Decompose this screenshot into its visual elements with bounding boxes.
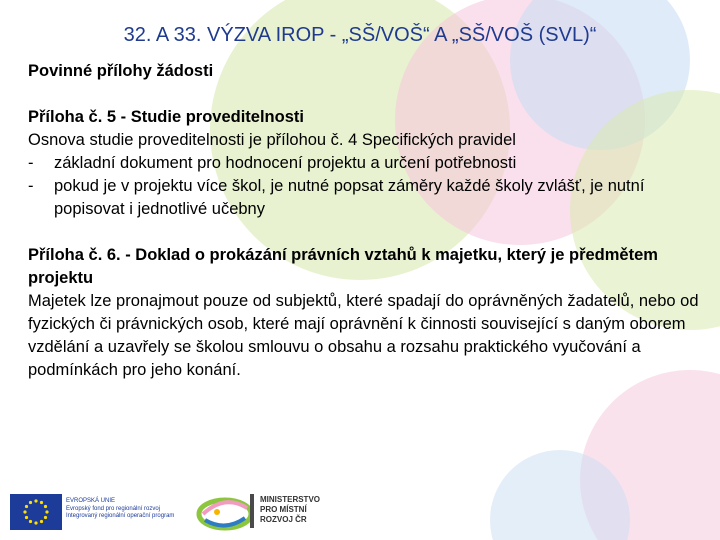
- spacer: [28, 83, 700, 106]
- eu-flag-icon: [10, 494, 62, 530]
- attachment-6-heading: Příloha č. 6. - Doklad o prokázání právních vztahů k majetku, který je předmětem projektu: [28, 246, 658, 287]
- list-item: [28, 175, 700, 221]
- mmr-text-block: [260, 495, 320, 525]
- dash-marker: -: [28, 154, 34, 172]
- eu-text-line: Evropský fond pro regionální rozvoj: [66, 505, 161, 512]
- mmr-text-line: MINISTERSTVO: [260, 495, 321, 504]
- list-item: [28, 152, 700, 175]
- footer-logos: [10, 488, 340, 536]
- slide-content: [28, 60, 700, 382]
- eu-text-block: [66, 498, 196, 521]
- eu-text-line: EVROPSKÁ UNIE: [66, 498, 116, 504]
- mmr-text-line: ROZVOJ ČR: [260, 515, 307, 524]
- irop-swirl-logo-icon: [195, 492, 255, 532]
- attachment-5-intro: Osnova studie proveditelnosti je přílohou č. 4 Specifických pravidel: [28, 131, 516, 149]
- slide-subtitle: Povinné přílohy žádosti: [28, 62, 214, 80]
- mmr-logo-bar: [250, 494, 254, 528]
- mmr-text-line: PRO MÍSTNÍ: [260, 505, 307, 514]
- dash-marker: -: [28, 177, 34, 195]
- list-item-text: základní dokument pro hodnocení projektu a určení potřebnosti: [54, 154, 517, 172]
- eu-text-line: Integrovaný regionální operační program: [66, 513, 175, 519]
- list-item-text: pokud je v projektu více škol, je nutné popsat záměry každé školy zvlášť, je nutní popisovat i jednotlivé učebny: [54, 177, 645, 218]
- slide-title: 32. A 33. VÝZVA IROP - „SŠ/VOŠ“ A „SŠ/VOŠ (SVL)“: [123, 24, 597, 46]
- spacer: [28, 221, 700, 244]
- attachment-6-body: Majetek lze pronajmout pouze od subjektů, které spadají do oprávněných žadatelů, nebo od fyzických či právnických osob, které mají oprávnění k činnosti související s daným oborem vzdělání a uzavřely se školou smlouvu o obsahu a rozsahu praktického vyučování a podmínkách pro jeho konání.: [28, 292, 699, 379]
- attachment-5-heading: Příloha č. 5 - Studie proveditelnosti: [28, 108, 304, 126]
